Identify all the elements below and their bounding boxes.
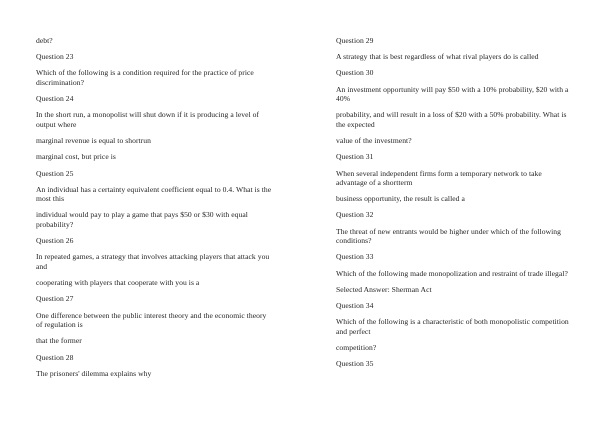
right-column xyxy=(336,36,572,375)
question-heading: Question 29 xyxy=(336,36,374,45)
question-heading: Question 25 xyxy=(36,168,74,178)
question-heading: Question 27 xyxy=(36,294,74,304)
text-block: marginal cost, but price is xyxy=(36,152,116,162)
question-heading: Question 28 xyxy=(36,352,74,362)
text-block: that the former xyxy=(36,336,82,346)
question-text: An individual has a certainty equivalent coefficient equal to 0.4. What is the most this xyxy=(36,184,272,204)
question-heading: Question 32 xyxy=(336,210,374,220)
text-block: debt? xyxy=(36,36,53,45)
question-heading: Question 33 xyxy=(336,252,374,262)
question-heading: Question 24 xyxy=(36,94,74,104)
text-block: competition? xyxy=(336,342,377,352)
question-text: Which of the following is a condition required for the practice of price discrimination? xyxy=(36,68,254,87)
question-heading: Question 31 xyxy=(336,152,374,162)
text-block: probability, and will result in a loss of $20 with a 50% probability. What is the expected xyxy=(336,110,567,129)
question-text: The threat of new entrants would be higher under which of the following conditions? xyxy=(336,226,561,246)
question-text: In the short run, a monopolist will shut down if it is producing a level of output where xyxy=(36,110,260,129)
question-text: The prisoners' dilemma explains why xyxy=(36,368,152,378)
text-block: marginal revenue is equal to shortrun xyxy=(36,136,151,146)
question-text: Which of the following is a characteristic of both monopolistic competition and perfect xyxy=(336,317,569,336)
question-heading: Question 26 xyxy=(36,236,74,246)
question-text: When several independent firms form a temporary network to take advantage of a shortterm xyxy=(336,168,542,188)
text-block: value of the investment? xyxy=(336,136,412,146)
text-block: cooperating with players that cooperate with you is a xyxy=(36,278,200,288)
question-text: A strategy that is best regardless of what rival players do is called xyxy=(336,52,539,62)
question-heading: Question 23 xyxy=(36,52,74,62)
text-block: individual would pay to play a game that pays $50 or $30 with equal probability? xyxy=(36,210,248,230)
question-text: In repeated games, a strategy that involves attacking players that attack you and xyxy=(36,252,270,272)
question-heading: Question 34 xyxy=(336,301,374,310)
question-heading: Question 35 xyxy=(336,359,374,369)
question-text: One difference between the public interest theory and the economic theory of regulation is xyxy=(36,310,267,330)
text-block: business opportunity, the result is called a xyxy=(336,194,465,204)
question-text: Which of the following made monopolization and restraint of trade illegal? xyxy=(336,268,568,278)
question-text: An investment opportunity will pay $50 with a 10% probability, $20 with a 40% xyxy=(336,84,569,104)
selected-answer: Selected Answer: Sherman Act xyxy=(336,284,432,294)
left-column xyxy=(36,36,272,385)
question-heading: Question 30 xyxy=(336,68,374,78)
